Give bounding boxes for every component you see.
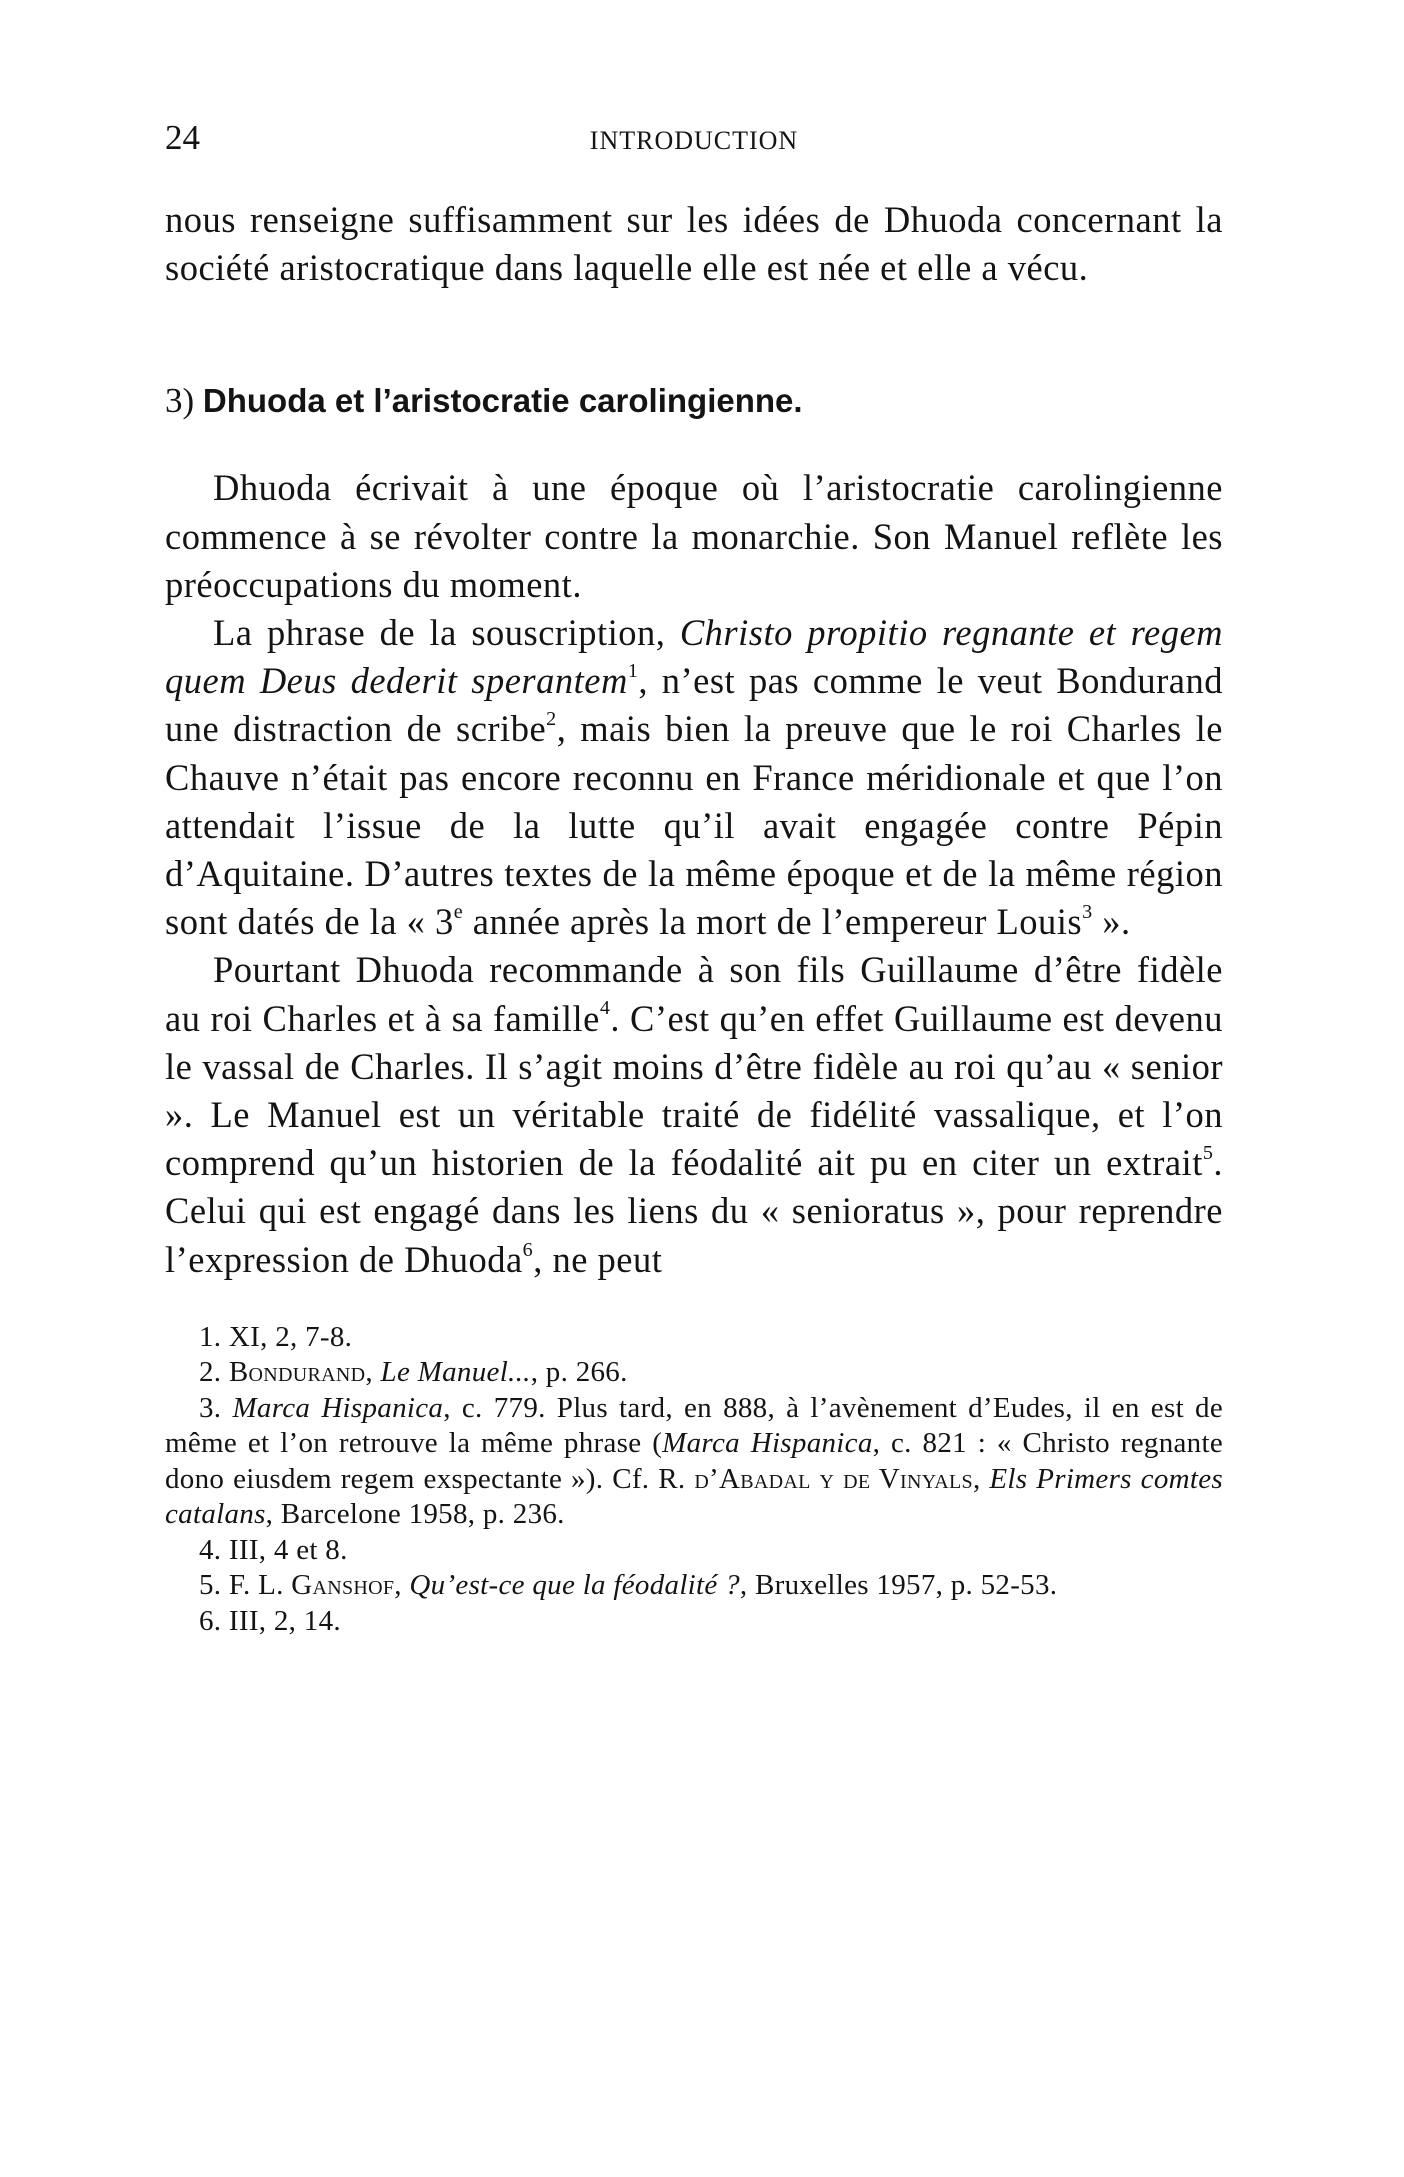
- intro-paragraph: nous renseigne suffisamment sur les idées de Dhuoda concernant la société aristocratique dans laquelle elle est née et elle a vécu.: [165, 199, 1223, 289]
- note-ref-4: 4: [599, 997, 611, 1020]
- footnote-3-title-2: Marca Hispanica: [662, 1427, 873, 1460]
- note-ref-2: 2: [546, 708, 557, 731]
- paragraph-3: [165, 946, 1223, 1283]
- footnote-3-title-3: Els Primers comtes catalans: [165, 1462, 1223, 1531]
- p2-latin-quote: Christo propitio regnante et regem quem Deus dederit sperantem: [165, 612, 1223, 702]
- footnote-3: [165, 1391, 1223, 1533]
- section-title: Dhuoda et l’aristocratie carolingienne.: [202, 382, 803, 420]
- paragraph-2: [165, 609, 1223, 946]
- body-text: [165, 196, 1223, 1284]
- footnote-2-rest: , p. 266.: [530, 1356, 628, 1389]
- p2-text-e: ».: [1092, 901, 1131, 943]
- book-page: [165, 118, 1223, 1639]
- footnote-3-text-4: , Barcelone 1958, p. 236.: [265, 1498, 565, 1531]
- p3-text-c: . Celui qui est engagé dans les liens du « senioratus », pour reprendre l’expression de Dhuoda: [165, 1142, 1223, 1280]
- footnote-4: 4. III, 4 et 8.: [199, 1533, 348, 1566]
- p2-text-b: , n’est pas comme le veut Bondurand une distraction de scribe: [165, 660, 1223, 750]
- footnote-3-number: 3.: [199, 1391, 233, 1424]
- footnote-3-author: d’Abadal y de Vinyals: [694, 1462, 973, 1495]
- footnote-5-rest: , Bruxelles 1957, p. 52-53.: [739, 1569, 1058, 1602]
- page-number: 24: [165, 118, 200, 157]
- footnote-5-number: 5.: [199, 1569, 229, 1602]
- footnote-3-text-2: , c. 821 : « Christo regnante dono eiusdem regem exspectante »). Cf. R.: [165, 1427, 1224, 1495]
- footnote-3-text-1: , c. 779. Plus tard, en 888, à l’avènement d’Eudes, il en est de même et l’on retrouve la même phrase (: [165, 1391, 1224, 1460]
- note-ref-5: 5: [1202, 1142, 1214, 1165]
- p2-text-c: , mais bien la preuve que le roi Charles le Chauve n’était pas encore reconnu en France méridionale et que l’on attendait l’issue de la lutte qu’il avait engagée contre Pépin d’Aquitaine. D’autres textes de la même époque et de la même région sont datés de la « 3: [165, 708, 1223, 943]
- p2-text-a: La phrase de la souscription,: [213, 612, 680, 654]
- note-ref-3: 3: [1082, 901, 1093, 924]
- footnote-2: [165, 1355, 1223, 1391]
- footnote-1: 1. XI, 2, 7-8.: [199, 1320, 353, 1353]
- footnote-5: [165, 1568, 1223, 1604]
- footnote-2-number: 2.: [199, 1356, 229, 1389]
- footnotes: [165, 1320, 1223, 1640]
- footnote-6: 6. III, 2, 14.: [199, 1604, 341, 1637]
- section-heading: [165, 378, 1223, 424]
- p3-text-b: . C’est qu’en effet Guillaume est devenu le vassal de Charles. Il s’agit moins d’être fidèle au roi qu’au « senior ». Le Manuel est un véritable traité de fidélité vassalique, et l’on comprend qu’un historien de la féodalité ait pu en citer un extrait: [165, 997, 1223, 1184]
- footnote-3-text-3: ,: [972, 1462, 990, 1495]
- paragraph-1: Dhuoda écrivait à une époque où l’aristocratie carolingienne commence à se révolter contre la monarchie. Son Manuel reflète les préoccupations du moment.: [165, 467, 1223, 605]
- section-number: 3): [165, 381, 195, 421]
- footnote-5-author: Ganshof: [291, 1569, 395, 1602]
- running-head: [165, 118, 1223, 164]
- footnote-2-title: Le Manuel...: [380, 1356, 531, 1389]
- p2-text-d: année après la mort de l’empereur Louis: [463, 901, 1083, 943]
- p3-text-a: Pourtant Dhuoda recommande à son fils Guillaume d’être fidèle au roi Charles et à sa famille: [165, 949, 1223, 1039]
- p3-text-d: , ne peut: [533, 1238, 663, 1280]
- footnote-3-title-1: Marca Hispanica: [232, 1391, 444, 1424]
- footnote-5-title: Qu’est-ce que la féodalité ?: [409, 1569, 740, 1602]
- footnote-5-initials: F. L.: [228, 1569, 292, 1602]
- note-ref-6: 6: [522, 1238, 534, 1261]
- running-title: INTRODUCTION: [589, 126, 799, 155]
- footnote-2-sep: ,: [365, 1356, 381, 1389]
- ordinal-superscript: e: [453, 901, 464, 924]
- footnote-5-sep: ,: [394, 1569, 410, 1602]
- footnote-2-author: Bondurand: [228, 1356, 366, 1389]
- note-ref-1: 1: [627, 660, 639, 683]
